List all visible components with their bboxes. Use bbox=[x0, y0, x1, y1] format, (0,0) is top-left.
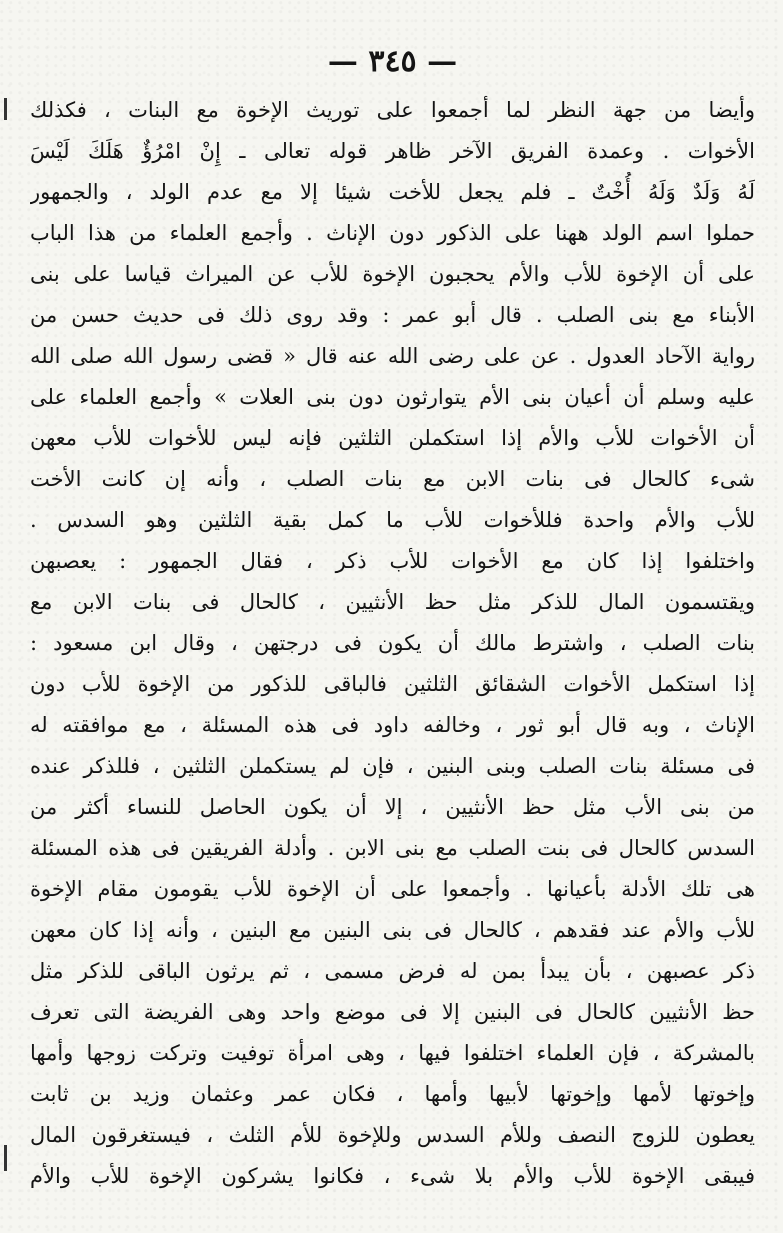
text-line: أن الأخوات للأب والأم إذا استكملن الثلثين فإنه ليس للأخوات للأب معهن bbox=[30, 426, 755, 450]
text-line: يعطون للزوج النصف وللأم السدس وللإخوة للأم الثلث ، فيستغرقون المال bbox=[30, 1123, 755, 1147]
text-line: حملوا اسم الولد ههنا على الذكور دون الإناث . وأجمع العلماء من هذا الباب bbox=[30, 221, 755, 245]
text-line: شىء كالحال فى بنات الابن مع بنات الصلب ، وأنه إن كانت الأخت bbox=[30, 467, 755, 491]
text-line: فى مسئلة بنات الصلب وبنى البنين ، فإن لم يستكملن الثلثين ، فللذكر عنده bbox=[30, 754, 755, 778]
text-line: من بنى الأب مثل حظ الأنثيين ، إلا أن يكون الحاصل للنساء أكثر من bbox=[30, 795, 755, 819]
text-line: للأب والأم واحدة فللأخوات للأب ما كمل بقية الثلثين وهو السدس . bbox=[30, 508, 755, 532]
text-line: فيبقى الإخوة للأب والأم بلا شىء ، فكانوا يشركون الإخوة للأب والأم bbox=[30, 1164, 755, 1188]
text-line: وأيضا من جهة النظر لما أجمعوا على توريث الإخوة مع البنات ، فكذلك bbox=[30, 98, 755, 122]
body-text bbox=[30, 90, 755, 1197]
margin-bracket-mark bbox=[4, 1145, 13, 1171]
text-line: السدس كالحال فى بنت الصلب مع بنى الابن . وأدلة الفريقين فى هذه المسئلة bbox=[30, 836, 755, 860]
text-line: رواية الآحاد العدول . عن على رضى الله عنه قال « قضى رسول الله صلى الله bbox=[30, 344, 755, 368]
text-line: الإناث ، وبه قال أبو ثور ، وخالفه داود فى هذه المسئلة ، مع موافقته له bbox=[30, 713, 755, 737]
text-line: بنات الصلب ، واشترط مالك أن يكون فى درجتهن ، وقال ابن مسعود : bbox=[30, 631, 755, 655]
text-line: لَهُ وَلَدٌ وَلَهُ أُخْتٌ ـ فلم يجعل للأخت شيئا إلا مع عدم الولد ، والجمهور bbox=[30, 180, 755, 204]
text-line: للأب والأم عند فقدهم ، كالحال فى بنى البنين مع البنين ، وأنه إذا كان معهن bbox=[30, 918, 755, 942]
text-line: واختلفوا إذا كان مع الأخوات للأب ذكر ، فقال الجمهور : يعصبهن bbox=[30, 549, 755, 573]
text-line: هى تلك الأدلة بأعيانها . وأجمعوا على أن الإخوة للأب يقومون مقام الإخوة bbox=[30, 877, 755, 901]
text-line: عليه وسلم أن أعيان بنى الأم يتوارثون دون بنى العلات » وأجمع العلماء على bbox=[30, 385, 755, 409]
margin-bracket-mark bbox=[4, 98, 13, 120]
text-line: إذا استكمل الأخوات الشقائق الثلثين فالباقى للذكور من الإخوة للأب دون bbox=[30, 672, 755, 696]
text-line: الأبناء مع بنى الصلب . قال أبو عمر : وقد روى ذلك فى حديث حسن من bbox=[30, 303, 755, 327]
text-line: ويقتسمون المال للذكر مثل حظ الأنثيين ، كالحال فى بنات الابن مع bbox=[30, 590, 755, 614]
text-line: بالمشركة ، فإن العلماء اختلفوا فيها ، وهى امرأة توفيت وتركت زوجها وأمها bbox=[30, 1041, 755, 1065]
text-line: على أن الإخوة للأب والأم يحجبون الإخوة للأب عن الميراث قياسا على بنى bbox=[30, 262, 755, 286]
text-line: حظ الأنثيين كالحال فى البنين إلا فى موضع واحد وهى الفريضة التى تعرف bbox=[30, 1000, 755, 1024]
text-line: الأخوات . وعمدة الفريق الآخر ظاهر قوله تعالى ـ إِنْ امْرُؤٌ هَلَكَ لَيْسَ bbox=[30, 139, 755, 163]
page-number: — ٣٤٥ — bbox=[327, 44, 458, 79]
text-line: وإخوتها لأمها وإخوتها لأبيها وأمها ، فكان عمر وعثمان وزيد بن ثابت bbox=[30, 1082, 755, 1106]
text-line: ذكر عصبهن ، بأن يبدأ بمن له فرض مسمى ، ثم يرثون الباقى للذكر مثل bbox=[30, 959, 755, 983]
